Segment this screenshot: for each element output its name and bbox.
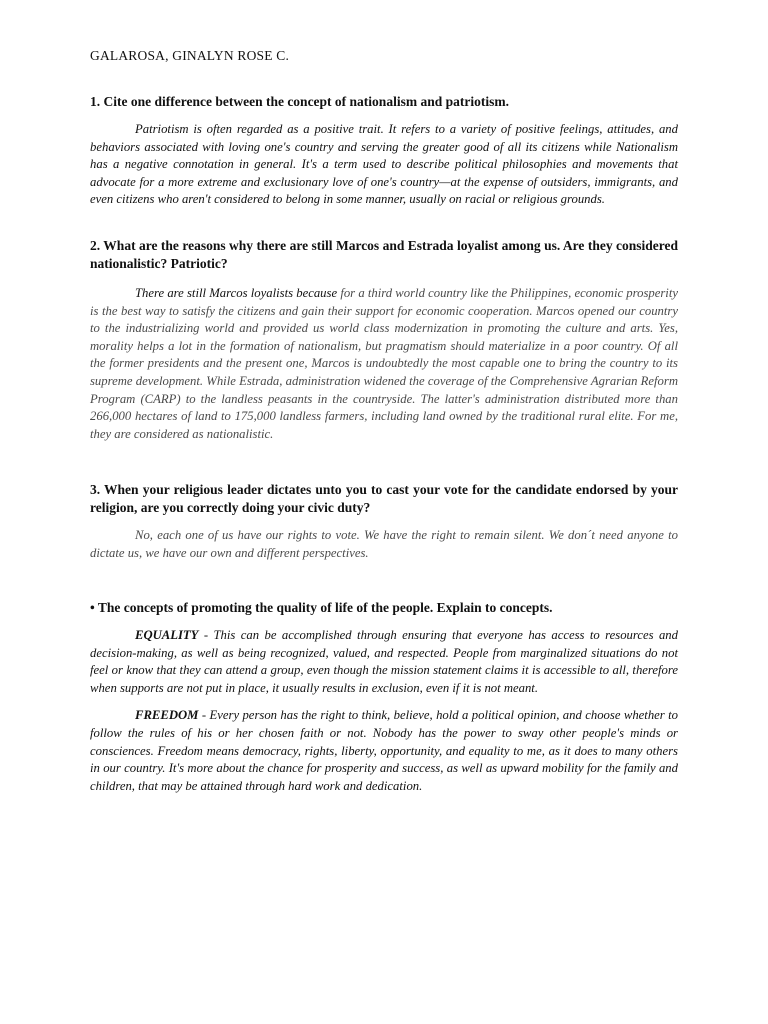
- answer-2-lead: There are still Marcos loyalists because: [135, 286, 338, 300]
- question-3: 3. When your religious leader dictates unto you to cast your vote for the candidate endorsed by your religion, are you correctly doing your civic duty?: [90, 482, 678, 515]
- author-name: GALAROSA, GINALYN ROSE C.: [90, 48, 290, 63]
- concepts-block: [90, 599, 678, 795]
- freedom-term: FREEDOM: [135, 708, 199, 723]
- question-2: 2. What are the reasons why there are still Marcos and Estrada loyalist among us. Are they considered nationalistic? Patriotic?: [90, 238, 678, 271]
- equality-paragraph: [90, 627, 678, 697]
- answer-3: No, each one of us have our rights to vote. We have the right to remain silent. We don´t need anyone to dictate us, we have our own and different perspectives.: [90, 528, 678, 560]
- question-2-block: [90, 237, 678, 443]
- equality-term: EQUALITY: [135, 628, 199, 642]
- equality-text: - This can be accomplished through ensuring that everyone has access to resources and decision-making, as well as being recognized, valued, and respected. People from marginalized situations do not feel or know that they can attend a group, even though the mission statement claims it is accessible to all, therefore when supports are not put in place, it usually results in exclusion, even if it is not meant.: [90, 628, 678, 695]
- answer-1: Patriotism is often regarded as a positive trait. It refers to a variety of positive feelings, attitudes, and behaviors associated with loving one's country and serving the greater good of all its citizens while Nationalism has a negative connotation in general. It's a term used to describe political philosophies and movements that advocate for a more extreme and exclusionary love of one's country—at the expense of outsiders, immigrants, and even citizens who aren't considered to belong in some manner, usually on racial or religious grounds.: [90, 122, 678, 207]
- question-3-block: [90, 481, 678, 562]
- answer-2: [90, 285, 678, 443]
- answer-2-body: for a third world country like the Philippines, economic prosperity is the best way to satisfy the citizens and gain their support for economic cooperation. Marcos opened our country to the industrializing world and provided us world class modernization in promoting the culture and arts. Yes, morality helps a lot in the formation of nationalism, but pragmatism should materialize in a poor country. Of all the former presidents and the present one, Marcos is undoubtedly the most capable one to bring the country to its supreme development. While Estrada, administration widened the coverage of the Comprehensive Agrarian Reform Program (CARP) to the landless peasants in the countryside. The latter's administration distributed more than 266,000 hectares of land to 175,000 landless farmers, including land owned by the traditional rural elite. For me, they are considered as nationalistic.: [90, 286, 678, 441]
- question-1-block: [90, 93, 678, 209]
- question-1: 1. Cite one difference between the concept of nationalism and patriotism.: [90, 94, 509, 109]
- concepts-heading: • The concepts of promoting the quality of life of the people. Explain to concepts.: [90, 600, 553, 615]
- freedom-text: - Every person has the right to think, believe, hold a political opinion, and choose whether to follow the rules of his or her chosen faith or not. Nobody has the power to sway other people's minds or consciences. Freedom means democracy, rights, liberty, opportunity, and equality to me, as it does to many others in our country. It's more about the chance for prosperity and success, as well as upward mobility for the family and children, that may be attained through hard work and dedication.: [90, 708, 678, 793]
- freedom-paragraph: [90, 707, 678, 795]
